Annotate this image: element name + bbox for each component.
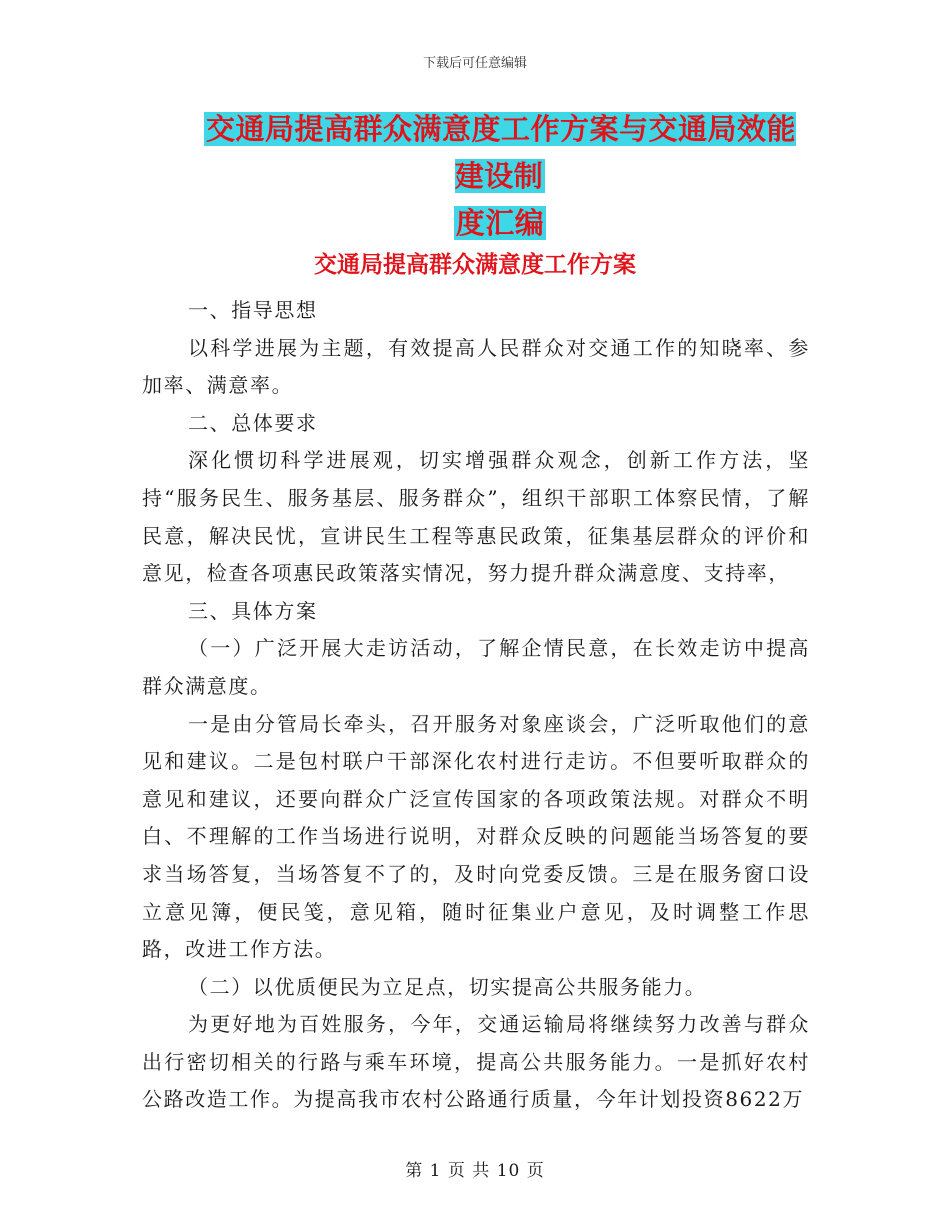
paragraph: 为更好地为百姓服务，今年，交通运输局将继续努力改善与群众出行密切相关的行路与乘车环境，提高公共服务能力。一是抓好农村公路改造工作。为提高我市农村公路通行质量，今年计划投资8622万 [142,1012,810,1112]
subheading-public-service: （二）以优质便民为立足点，切实提高公共服务能力。 [188,974,707,999]
subheading-visits: （一）广泛开展大走访活动，了解企情民意，在长效走访中提高群众满意度。 [142,636,810,698]
heading-specific-plan: 三、具体方案 [188,598,318,623]
document-title [190,106,810,247]
paragraph: 深化惯切科学进展观，切实增强群众观念，创新工作方法，坚持“服务民生、服务基层、服务群众”，组织干部职工体察民情，了解民意，解决民忧，宣讲民生工程等惠民政策，征集基层群众的评价和意见，检查各项惠民政策落实情况，努力提升群众满意度、支持率， [142,448,810,586]
document-title-line1: 交通局提高群众满意度工作方案与交通局效能建设制 [205,112,796,193]
page-header-note: 下载后可任意编辑 [422,56,527,71]
paragraph: 一是由分管局长牵头，召开服务对象座谈会，广泛听取他们的意见和建议。二是包村联户干部深化农村进行走访。不但要听取群众的意见和建议，还要向群众广泛宣传国家的各项政策法规。对群众不明白、不理解的工作当场进行说明，对群众反映的问题能当场答复的要求当场答复，当场答复不了的，及时向党委反馈。三是在服务窗口设立意见簿，便民笺，意见箱，随时征集业户意见，及时调整工作思路，改进工作方法。 [142,711,810,962]
document-body [142,292,810,1119]
document-title-line2: 度汇编 [455,206,545,240]
paragraph: 以科学进展为主题，有效提高人民群众对交通工作的知晓率、参加率、满意率。 [142,335,810,398]
heading-overall-requirements: 二、总体要求 [188,410,318,435]
section-title: 交通局提高群众满意度工作方案 [314,251,636,278]
page-number: 第 1 页 共 10 页 [405,1161,545,1181]
heading-guiding-ideology: 一、指导思想 [188,298,318,322]
